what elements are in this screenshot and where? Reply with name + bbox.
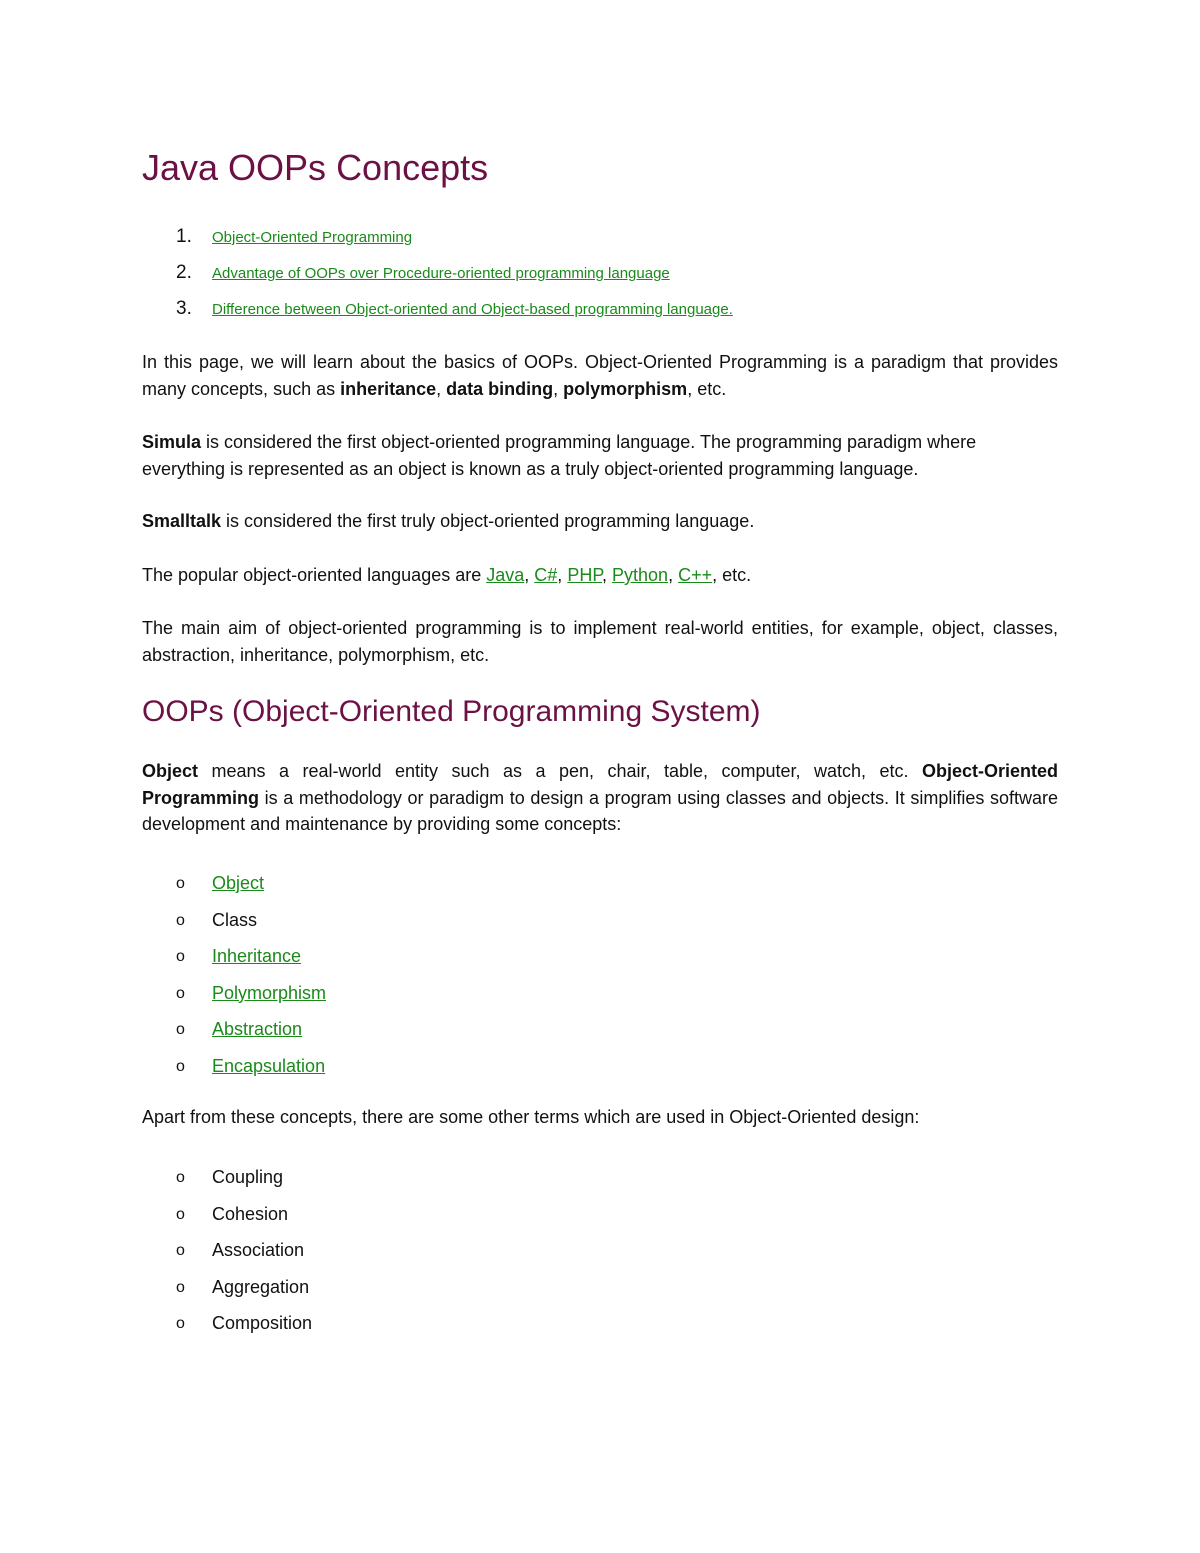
toc-link-difference-object-oriented-object-based[interactable]: Difference between Object-oriented and Object-based programming language. [212,301,733,318]
bullet-icon: o [176,1021,185,1038]
bullet-icon: o [176,1242,185,1259]
bullet-icon: o [176,875,185,892]
term-cohesion: Cohesion [212,1203,289,1224]
text: is a methodology or paradigm to design a program using classes and objects. It simplifies software development and maintenance by providing some concepts: [142,787,1058,834]
text: , [553,378,564,399]
bullet-icon: o [176,911,185,929]
toc-link-object-oriented-programming[interactable]: Object-Oriented Programming [212,229,413,246]
intro-paragraph-smalltalk [142,508,1058,535]
term-data-binding: data binding [446,378,554,399]
intro-paragraph-simula [142,429,1058,482]
term-association: Association [212,1240,305,1260]
bullet-icon: o [176,1205,185,1223]
concept-link-inheritance[interactable]: Inheritance [212,946,302,966]
text: The popular object-oriented languages are [142,565,487,585]
text: is considered the first truly object-oriented programming language. [221,511,755,531]
bullet-icon: o [176,984,185,1002]
intro-paragraph-aim: The main aim of object-oriented programming is to implement real-world entities, for example, object, classes, abstraction, inheritance, polymorphism, etc. [142,618,1058,665]
link-cpp[interactable]: C++ [678,565,713,585]
term-simula: Simula [142,432,202,452]
bullet-icon: o [176,1278,185,1296]
term-coupling: Coupling [212,1167,284,1187]
term-polymorphism: polymorphism [563,378,688,399]
term-composition: Composition [212,1313,313,1333]
oops-paragraph [142,758,1058,838]
text: is considered the first object-oriented programming language. The programming paradigm where everything is represented as an object is known as a truly object-oriented programming language. [142,432,977,479]
term-object: Object [142,761,199,781]
link-java[interactable]: Java [486,565,525,585]
other-terms-paragraph: Apart from these concepts, there are some other terms which are used in Object-Oriented design: [142,1107,920,1127]
text: means a real-world entity such as a pen, chair, table, computer, watch, etc. [198,761,922,781]
text: , etc. [687,378,727,399]
bullet-icon: o [176,1057,185,1075]
text: , etc. [712,565,752,585]
toc-link-advantage-of-oops[interactable]: Advantage of OOPs over Procedure-oriented programming language [212,265,670,282]
bullet-icon: o [176,948,185,965]
term-object-oriented-programming: Object-Oriented Programming [142,761,1058,808]
link-python[interactable]: Python [612,565,669,585]
intro-paragraph-languages [142,562,1058,589]
text: , [668,565,679,585]
toc-number: 2. [176,262,192,283]
concept-link-abstraction[interactable]: Abstraction [212,1019,303,1039]
toc-number: 1. [176,226,192,247]
term-smalltalk: Smalltalk [142,511,222,531]
text: , [602,565,613,585]
text: , [436,378,447,399]
link-php[interactable]: PHP [567,565,603,585]
term-inheritance: inheritance [340,378,437,399]
concept-link-encapsulation[interactable]: Encapsulation [212,1055,326,1076]
concept-link-polymorphism[interactable]: Polymorphism [212,982,327,1003]
link-csharp[interactable]: C# [534,565,558,585]
text: , [557,565,568,585]
intro-paragraph-1 [142,349,1058,402]
section-heading-oops: OOPs (Object-Oriented Programming System) [142,695,761,728]
text: In this page, we will learn about the basics of OOPs. Object-Oriented Programming is a paradigm that provides many concepts, such as [142,352,1058,399]
term-aggregation: Aggregation [212,1276,310,1297]
concept-class: Class [212,909,258,930]
bullet-icon: o [176,1169,185,1186]
concept-link-object[interactable]: Object [212,873,265,893]
bullet-icon: o [176,1315,185,1332]
page-title: Java OOPs Concepts [142,147,489,188]
toc-number: 3. [176,298,192,319]
text: , [524,565,535,585]
